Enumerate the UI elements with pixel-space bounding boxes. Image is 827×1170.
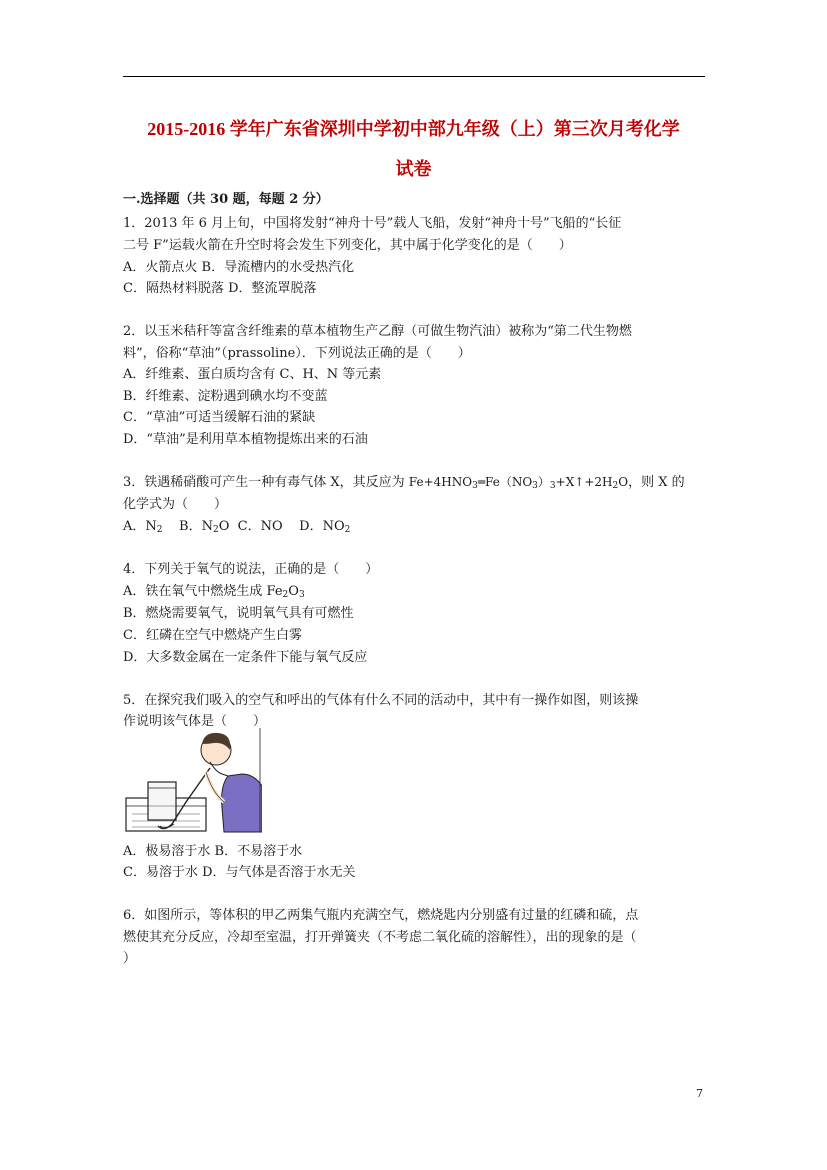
q4-option-a-sub1: 2 <box>282 590 289 600</box>
q5-stem-line2: 作说明该气体是（ ） <box>123 714 267 729</box>
q1-option-ab: A．火箭点火 B．导流槽内的水受热汽化 <box>123 260 355 275</box>
q3-option-a <box>123 519 163 534</box>
eq-sign: ═ <box>477 475 486 489</box>
eq-product3: 2H <box>594 475 613 489</box>
section-heading: 一.选择题（共 30 题，每题 2 分） <box>123 192 329 207</box>
q2-option-d: D．“草油”是利用草本植物提炼出来的石油 <box>123 432 368 447</box>
q6-stem-line1: 6．如图所示，等体积的甲乙两集气瓶内充满空气，燃烧匙内分别盛有过量的红磷和硫，点 <box>123 908 639 923</box>
q6-stem-line2: 燃使其充分反应，冷却至室温，打开弹簧夹（不考虑二氧化硫的溶解性），出的现象的是（ <box>123 930 637 945</box>
q3-options <box>123 515 350 534</box>
q4-option-a-text: A．铁在氧气中燃烧生成 Fe <box>123 584 283 599</box>
eq-product1-sub2: 3 <box>549 481 556 491</box>
q3-option-c: C．NO <box>237 519 283 534</box>
q4-option-a-mid: O <box>288 584 299 599</box>
q2-stem-line2: 料”，俗称“草油”（prassoline）．下列说法正确的是（ ） <box>123 346 471 361</box>
q3-stem-line2: 化学式为（ ） <box>123 497 228 512</box>
eq-reactant2: 4HNO <box>433 475 473 489</box>
q5-experiment-illustration <box>124 728 262 833</box>
q3-option-b-sub: 2 <box>212 525 219 535</box>
q5-option-ab: A．极易溶于水 B．不易溶于水 <box>123 844 303 859</box>
q4-stem: 4．下列关于氧气的说法，正确的是（ ） <box>123 562 379 577</box>
eq-product3-tail: O <box>618 475 629 489</box>
header-rule <box>123 76 705 77</box>
document-title-line1: 2015-2016 学年广东省深圳中学初中部九年级（上）第三次月考化学 <box>147 119 680 139</box>
q1-option-cd: C．隔热材料脱落 D．整流罩脱落 <box>123 281 317 296</box>
q5-option-cd: C．易溶于水 D．与气体是否溶于水无关 <box>123 865 356 880</box>
q3-equation: $Fe+4HNO_3═Fe(NO_3)_3+X↑+2H_2O$ <box>408 475 629 491</box>
q3-option-a-sub: 2 <box>156 525 163 535</box>
eq-product3-sub: 2 <box>612 481 619 491</box>
q3-stem-suffix: ，则 X 的 <box>628 475 685 490</box>
q4-option-a-sub2: 3 <box>298 590 305 600</box>
q2-option-b: B．纤维素、淀粉遇到碘水均不变蓝 <box>123 389 328 404</box>
q1-stem-line2: 二号 F”运载火箭在升空时将会发生下列变化，其中属于化学变化的是（ ） <box>123 238 572 253</box>
q4-option-a <box>123 580 305 599</box>
document-title-line2: 试卷 <box>395 159 432 179</box>
q3-option-d-sub: 2 <box>344 525 351 535</box>
q3-option-d-text: D．NO <box>299 519 345 534</box>
q5-stem-line1: 5．在探究我们吸入的空气和呼出的气体有什么不同的活动中，其中有一操作如图，则该操 <box>123 693 639 708</box>
eq-product1-sub1: 3 <box>532 481 538 491</box>
page-number: 7 <box>696 1087 703 1100</box>
q3-stem-prefix: 3．铁遇稀硝酸可产生一种有毒气体 X，其反应为 <box>123 475 409 490</box>
q4-option-b: B．燃烧需要氧气，说明氧气具有可燃性 <box>123 606 354 621</box>
q2-stem-line1: 2．以玉米秸秆等富含纤维素的草本植物生产乙醇（可做生物汽油）被称为“第二代生物燃 <box>123 324 632 339</box>
q2-option-c: C．“草油”可适当缓解石油的紧缺 <box>123 410 316 425</box>
q3-option-a-text: A．N <box>123 519 157 534</box>
eq-product2: X↑ <box>565 475 585 489</box>
q3-option-b-tail: O <box>218 519 230 534</box>
q3-option-d <box>299 519 350 534</box>
q3-option-b <box>179 519 229 534</box>
q3-option-b-text: B．N <box>179 519 213 534</box>
q3-stem-line1 <box>123 471 685 490</box>
q4-option-d: D．大多数金属在一定条件下能与氧气反应 <box>123 650 368 665</box>
eq-reactant1: Fe <box>408 475 424 489</box>
q4-option-c: C．红磷在空气中燃烧产生白雾 <box>123 628 302 643</box>
q6-stem-line3: ） <box>123 951 137 966</box>
eq-product1: Fe（NO <box>485 475 533 489</box>
q1-stem-line1: 1．2013 年 6 月上旬，中国将发射“神舟十号”载人飞船，发射“神舟十号”飞船的“长征 <box>123 216 622 231</box>
eq-product1-mid: ） <box>537 475 550 489</box>
eq-reactant2-sub: 3 <box>472 481 478 491</box>
q2-option-a: A．纤维素、蛋白质均含有 C、H、N 等元素 <box>123 367 382 382</box>
